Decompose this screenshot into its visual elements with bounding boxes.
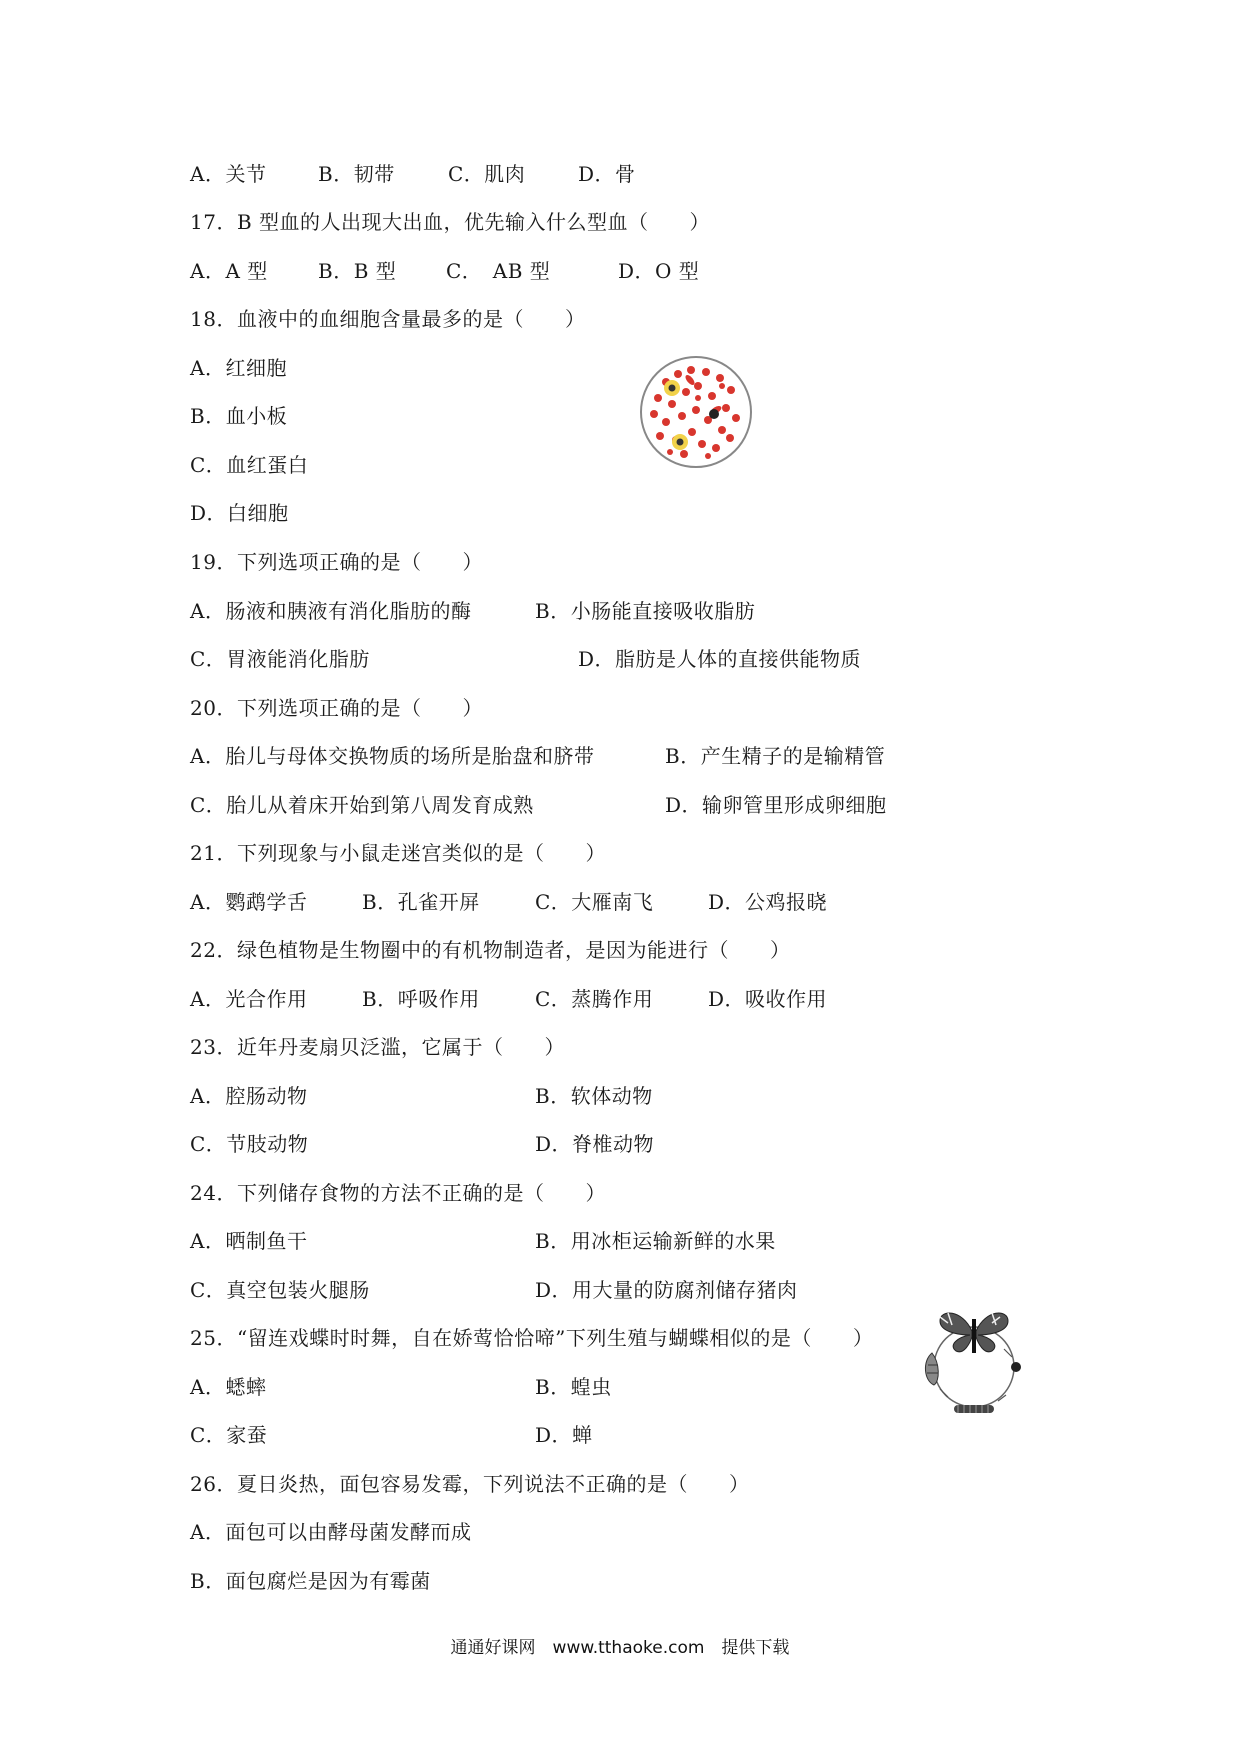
platelet: [709, 409, 719, 419]
larva-icon: [954, 1405, 994, 1413]
q17-option-d: D．O 型: [618, 259, 700, 283]
q17-stem: 17．B 型血的人出现大出血，优先输入什么型血（ ）: [190, 210, 711, 234]
q24-stem: 24．下列储存食物的方法不正确的是（ ）: [190, 1181, 606, 1205]
q23-option-b: B．软体动物: [535, 1084, 653, 1108]
q24-option-a: A．晒制鱼干: [190, 1229, 308, 1253]
blood-cells-figure: [636, 352, 756, 472]
q20-option-b: B．产生精子的是输精管: [665, 744, 886, 768]
q25-stem: 25．“留连戏蝶时时舞，自在娇莺恰恰啼”下列生殖与蝴蝶相似的是（ ）: [190, 1326, 874, 1350]
q23-option-a: A．腔肠动物: [190, 1084, 308, 1108]
q24-option-b: B．用冰柜运输新鲜的水果: [535, 1229, 776, 1253]
q18-option-b: B．血小板: [190, 404, 288, 428]
q24-option-c: C．真空包装火腿肠: [190, 1278, 370, 1302]
q16-option-a: A．关节: [190, 162, 267, 186]
q18-option-a: A．红细胞: [190, 356, 287, 380]
q20-option-c: C．胎儿从着床开始到第八周发育成熟: [190, 793, 534, 817]
butterfly-lifecycle-figure: [918, 1305, 1026, 1417]
q25-option-c: C．家蚕: [190, 1423, 268, 1447]
egg-icon: [1011, 1362, 1021, 1372]
q21-option-b: B．孔雀开屏: [362, 890, 480, 914]
q25-option-b: B．蝗虫: [535, 1375, 612, 1399]
q22-option-b: B．呼吸作用: [362, 987, 480, 1011]
pupa-icon: [925, 1353, 938, 1385]
q19-option-c: C．胃液能消化脂肪: [190, 647, 370, 671]
cycle-arrows: [940, 1349, 1012, 1401]
q22-option-a: A．光合作用: [190, 987, 308, 1011]
q19-option-d: D．脂肪是人体的直接供能物质: [578, 647, 862, 671]
q19-stem: 19．下列选项正确的是（ ）: [190, 550, 483, 574]
q19-option-a: A．肠液和胰液有消化脂肪的酶: [190, 599, 472, 623]
q23-option-d: D．脊椎动物: [535, 1132, 655, 1156]
q16-option-d: D．骨: [578, 162, 636, 186]
page-footer: 通通好课网 www.tthaoke.com 提供下载: [450, 1638, 790, 1658]
q25-option-a: A．蟋蟀: [190, 1375, 267, 1399]
q22-option-c: C．蒸腾作用: [535, 987, 654, 1011]
q20-option-d: D．输卵管里形成卵细胞: [665, 793, 887, 817]
q19-option-b: B．小肠能直接吸收脂肪: [535, 599, 756, 623]
q20-stem: 20．下列选项正确的是（ ）: [190, 696, 483, 720]
q17-option-c: C． AB 型: [446, 259, 551, 283]
q16-option-c: C．肌肉: [448, 162, 526, 186]
q23-option-c: C．节肢动物: [190, 1132, 309, 1156]
q22-stem: 22．绿色植物是生物圈中的有机物制造者，是因为能进行（ ）: [190, 938, 791, 962]
q21-option-a: A．鹦鹉学舌: [190, 890, 308, 914]
q21-option-d: D．公鸡报晓: [708, 890, 828, 914]
q21-stem: 21．下列现象与小鼠走迷宫类似的是（ ）: [190, 841, 606, 865]
q18-option-c: C．血红蛋白: [190, 453, 309, 477]
q18-stem: 18．血液中的血细胞含量最多的是（ ）: [190, 307, 586, 331]
q21-option-c: C．大雁南飞: [535, 890, 654, 914]
q17-option-a: A．A 型: [190, 259, 268, 283]
q23-stem: 23．近年丹麦扇贝泛滥，它属于（ ）: [190, 1035, 565, 1059]
q17-option-b: B．B 型: [318, 259, 397, 283]
q24-option-d: D．用大量的防腐剂储存猪肉: [535, 1278, 798, 1302]
q16-option-b: B．韧带: [318, 162, 395, 186]
q26-stem: 26．夏日炎热，面包容易发霉，下列说法不正确的是（ ）: [190, 1472, 750, 1496]
q26-option-b: B．面包腐烂是因为有霉菌: [190, 1569, 431, 1593]
q22-option-d: D．吸收作用: [708, 987, 828, 1011]
q20-option-a: A．胎儿与母体交换物质的场所是胎盘和脐带: [190, 744, 595, 768]
q18-option-d: D．白细胞: [190, 501, 289, 525]
q25-option-d: D．蝉: [535, 1423, 593, 1447]
q26-option-a: A．面包可以由酵母菌发酵而成: [190, 1520, 472, 1544]
butterfly-icon: [940, 1313, 1008, 1353]
